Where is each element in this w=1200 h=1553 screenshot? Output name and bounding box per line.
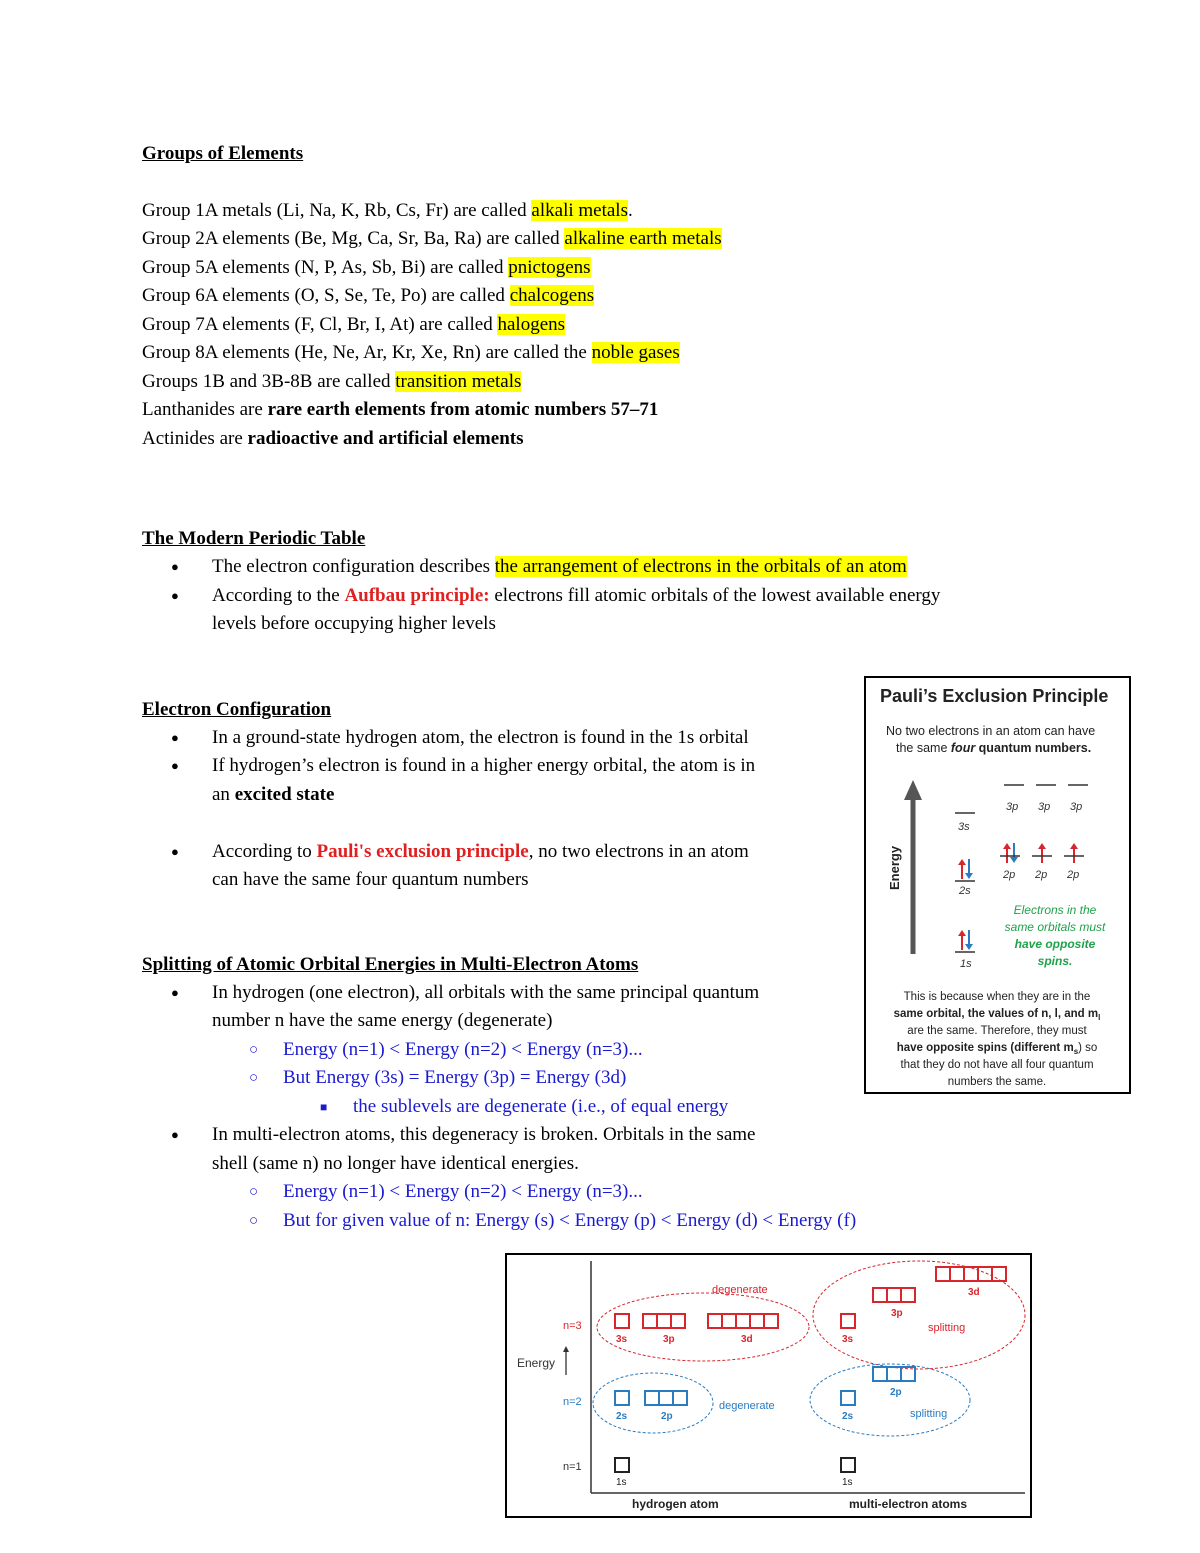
svg-text:3p: 3p xyxy=(891,1308,903,1319)
group-line: Group 8A elements (He, Ne, Ar, Kr, Xe, Rn) are called the noble gases xyxy=(142,342,680,363)
svg-text:hydrogen atom: hydrogen atom xyxy=(632,1497,719,1511)
svg-text:3p: 3p xyxy=(663,1334,675,1345)
hydrogen-n1 xyxy=(615,1458,629,1488)
svg-text:3p: 3p xyxy=(1038,801,1051,813)
group-line: Group 2A elements (Be, Mg, Ca, Sr, Ba, Ra) are called alkaline earth metals xyxy=(142,228,722,249)
svg-text:2p: 2p xyxy=(661,1411,673,1422)
multi-n3 xyxy=(813,1261,1025,1369)
svg-text:1s: 1s xyxy=(842,1477,853,1488)
svg-text:1s: 1s xyxy=(960,958,972,970)
svg-text:3p: 3p xyxy=(1006,801,1019,813)
svg-text:1s: 1s xyxy=(616,1477,627,1488)
lanthanides-line: Lanthanides are rare earth elements from atomic numbers 57–71 xyxy=(142,399,659,420)
list-item: ● In multi-electron atoms, this degeneracy is broken. Orbitals in the same shell (same n) no longer have identical energies. xyxy=(142,1121,1042,1178)
svg-text:are the same. Therefore, they: are the same. Therefore, they must xyxy=(907,1025,1087,1037)
energy-label: Energy xyxy=(887,845,902,890)
svg-text:3p: 3p xyxy=(1070,801,1083,813)
svg-text:numbers the same.: numbers the same. xyxy=(947,1076,1047,1088)
level-labels xyxy=(517,1320,582,1473)
highlight: chalcogens xyxy=(509,285,595,306)
svg-text:splitting: splitting xyxy=(910,1408,948,1420)
list-item: ● If hydrogen’s electron is found in a higher energy orbital, the atom is in an excited state xyxy=(142,752,1042,809)
energy-arrow xyxy=(904,780,922,954)
list-item: ● In hydrogen (one electron), all orbitals with the same principal quantum number n have the same energy (degenerate) xyxy=(142,979,1042,1036)
svg-text:spins.: spins. xyxy=(1037,954,1073,968)
svg-text:3s: 3s xyxy=(842,1334,854,1345)
orbital-energy-figure xyxy=(505,1253,1032,1518)
list-item: ○ But Energy (3s) = Energy (3p) = Energy (3d) xyxy=(142,1064,1042,1093)
multi-n1 xyxy=(841,1458,855,1488)
svg-text:3d: 3d xyxy=(968,1287,980,1298)
pauli-figure xyxy=(864,676,1131,1094)
svg-text:same orbitals must: same orbitals must xyxy=(1004,920,1106,934)
config-heading: Electron Configuration xyxy=(142,698,332,720)
orbital-2p xyxy=(1000,843,1084,881)
svg-text:2s: 2s xyxy=(842,1411,854,1422)
highlight: halogens xyxy=(497,313,566,335)
list-item: ○ Energy (n=1) < Energy (n=2) < Energy (n=3)... xyxy=(142,1036,1042,1065)
pauli-subtitle-2: the same four quantum numbers. xyxy=(896,741,1092,755)
list-item: ● According to the Aufbau principle: electrons fill atomic orbitals of the lowest available energy levels before occupying higher levels xyxy=(142,582,1042,639)
highlight: alkali metals xyxy=(531,199,628,221)
x-axis-labels xyxy=(632,1497,967,1511)
splitting-heading: Splitting of Atomic Orbital Energies in Multi-Electron Atoms xyxy=(142,953,639,975)
svg-text:Electrons in the: Electrons in the xyxy=(1013,903,1097,917)
svg-text:n=2: n=2 xyxy=(563,1396,582,1408)
highlight: alkaline earth metals xyxy=(564,228,722,249)
groups-heading: Groups of Elements xyxy=(142,143,304,164)
group-line: Group 6A elements (O, S, Se, Te, Po) are called chalcogens xyxy=(142,285,595,306)
svg-text:degenerate: degenerate xyxy=(712,1284,768,1296)
pauli-footnote xyxy=(894,991,1101,1088)
list-item: ○ Energy (n=1) < Energy (n=2) < Energy (n=3)... xyxy=(142,1178,1042,1207)
list-item: ● The electron configuration describes the arrangement of electrons in the orbitals of an atom xyxy=(142,553,1042,582)
hydrogen-n3 xyxy=(597,1284,809,1361)
svg-text:2p: 2p xyxy=(1003,869,1016,881)
hydrogen-n2 xyxy=(593,1373,775,1433)
svg-text:3s: 3s xyxy=(958,821,970,833)
energy-arrow xyxy=(563,1346,569,1375)
list-item: ● In a ground-state hydrogen atom, the electron is found in the 1s orbital xyxy=(142,724,1042,753)
orbital-energy-diagram xyxy=(507,1255,1030,1516)
group-line: Group 7A elements (F, Cl, Br, I, At) are called halogens xyxy=(142,313,566,335)
pauli-subtitle-1: No two electrons in an atom can have xyxy=(886,724,1096,738)
modern-heading: The Modern Periodic Table xyxy=(142,528,366,549)
pauli-diagram xyxy=(866,678,1129,1092)
svg-text:multi-electron atoms: multi-electron atoms xyxy=(849,1497,968,1511)
orbital-1s xyxy=(955,930,975,970)
highlight: transition metals xyxy=(395,370,522,392)
svg-text:that they do not have all four: that they do not have all four quantum xyxy=(900,1059,1094,1071)
highlight: pnictogens xyxy=(508,256,591,278)
svg-text:n=3: n=3 xyxy=(563,1320,582,1332)
svg-text:n=1: n=1 xyxy=(563,1461,582,1473)
list-item: ○ But for given value of n: Energy (s) < Energy (p) < Energy (d) < Energy (f) xyxy=(142,1207,1042,1236)
group-line: Groups 1B and 3B-8B are called transition metals xyxy=(142,370,522,392)
group-lines xyxy=(142,197,1042,397)
svg-text:2s: 2s xyxy=(959,885,971,897)
svg-text:have opposite spins (different: have opposite spins (different $m_s$) so xyxy=(896,1042,1098,1056)
svg-text:This is because when they are: This is because when they are in the xyxy=(903,991,1091,1003)
multi-n2 xyxy=(810,1364,970,1436)
svg-text:same orbital, the values of n,: same orbital, the values of n, l, and $m_l$ xyxy=(893,1008,1101,1022)
orbital-2s xyxy=(955,859,975,897)
spin-note xyxy=(1005,903,1106,968)
actinides-line: Actinides are radioactive and artificial elements xyxy=(142,427,524,449)
svg-text:2p: 2p xyxy=(890,1387,902,1398)
modern-list xyxy=(142,553,1042,639)
energy-label: Energy xyxy=(517,1356,556,1370)
svg-text:2p: 2p xyxy=(1035,869,1048,881)
svg-text:3s: 3s xyxy=(616,1334,628,1345)
list-item: ■ the sublevels are degenerate (i.e., of equal energy xyxy=(142,1093,1042,1122)
group-line: Group 1A metals (Li, Na, K, Rb, Cs, Fr) are called alkali metals. xyxy=(142,199,633,221)
svg-text:splitting: splitting xyxy=(928,1322,966,1334)
svg-text:2s: 2s xyxy=(616,1411,628,1422)
svg-text:2p: 2p xyxy=(1067,869,1080,881)
svg-text:degenerate: degenerate xyxy=(719,1400,775,1412)
list-item: ● According to Pauli's exclusion principle, no two electrons in an atom can have the same four quantum numbers xyxy=(142,838,1042,895)
svg-text:3d: 3d xyxy=(741,1334,753,1345)
group-line: Group 5A elements (N, P, As, Sb, Bi) are called pnictogens xyxy=(142,256,591,278)
svg-text:have opposite: have opposite xyxy=(1014,937,1096,951)
orbital-3s xyxy=(955,813,975,833)
orbital-3p xyxy=(1004,785,1088,813)
highlight: noble gases xyxy=(591,342,680,363)
pauli-title: Pauli’s Exclusion Principle xyxy=(880,686,1109,706)
